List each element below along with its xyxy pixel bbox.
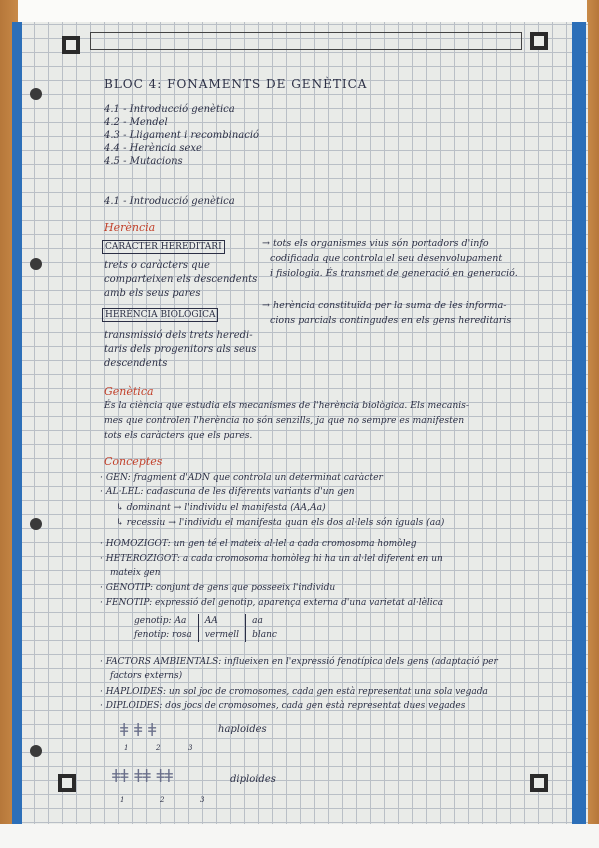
table-row: [128, 614, 283, 628]
herencia-heading: Herència: [104, 221, 156, 234]
sheet-right-margin-band: [572, 22, 586, 824]
page-title: BLOC 4: FONAMENTS DE GENÈTICA: [104, 77, 368, 91]
concept-line: · GENOTIP: conjunt de gens que posseeix l'individu: [100, 583, 336, 593]
chromosome-number: 3: [200, 796, 205, 804]
genetica-text-line: tots els caràcters que els pares.: [104, 430, 253, 441]
table-cell: aa: [246, 614, 283, 628]
corner-marker-icon: [58, 774, 76, 792]
biologica-definition-line: transmissió dels trets heredi-: [104, 330, 253, 341]
caracter-definition-line: trets o caràcters que: [104, 260, 210, 271]
concept-line: · GEN: fragment d'ADN que controla un determinat caràcter: [100, 472, 383, 483]
binder-hole: [30, 518, 42, 530]
desk-background-bottom: [0, 824, 599, 848]
concept-line: · HETEROZIGOT: a cada cromosoma homòleg hi ha un al·lel diferent en un: [100, 554, 443, 564]
desk-background-right: [587, 0, 599, 848]
table-cell: vermell: [198, 628, 245, 642]
caracter-definition-line: amb els seus pares: [104, 288, 201, 299]
index-item: 4.4 - Herència sexe: [104, 143, 202, 154]
caracter-note-line: → tots els organismes vius són portadors d'info: [262, 238, 489, 249]
desk-background-top: [0, 0, 599, 22]
concept-line: factors externs): [110, 671, 183, 681]
table-cell: fenotip: rosa: [134, 630, 192, 640]
index-item: 4.5 - Mutacions: [104, 156, 183, 167]
genetica-heading: Genètica: [104, 385, 154, 398]
index-item: 4.1 - Introducció genètica: [104, 104, 235, 115]
genetica-text-line: mes que controlen l'herència no són senzills, ja que no sempre es manifesten: [104, 415, 465, 426]
binder-hole: [30, 88, 42, 100]
biologica-definition-line: taris dels progenitors als seus: [104, 344, 257, 355]
herencia-biologica-box: HERÈNCIA BIOLÒGICA: [102, 308, 218, 322]
concept-line: · FACTORS AMBIENTALS: influeixen en l'expressió fenotípica dels gens (adaptació per: [100, 657, 498, 667]
chromosome-number: 2: [160, 796, 165, 804]
table-row: [128, 628, 283, 642]
caracter-note-line: i fisiologia. És transmet de generació en generació.: [270, 268, 518, 279]
caracter-hereditari-box: CARÀCTER HEREDITARI: [102, 240, 225, 254]
diploides-label: diploides: [230, 774, 276, 785]
concept-line: ↳ dominant → l'individu el manifesta (AA,Aa): [116, 502, 326, 513]
genetica-text-line: És la ciència que estudia els mecanismes de l'herència biològica. Els mecanis-: [104, 400, 469, 411]
corner-marker-icon: [530, 32, 548, 50]
table-cell: blanc: [246, 628, 283, 642]
haploides-label: haploides: [218, 724, 267, 735]
sheet-left-margin-band: [12, 22, 22, 824]
header-field-box: [90, 32, 522, 50]
caracter-note-line: codificada que controla el seu desenvolupament: [270, 253, 503, 264]
index-item: 4.3 - Lligament i recombinació: [104, 130, 260, 141]
chromosome-number: 3: [188, 744, 193, 752]
genotype-phenotype-table: [128, 614, 283, 642]
concept-line: · HOMOZIGOT: un gen té el mateix al·lel a cada cromosoma homòleg: [100, 539, 417, 549]
corner-marker-icon: [62, 36, 80, 54]
table-cell: genotip: Aa: [134, 616, 187, 626]
biologica-note-line: → herència constituïda per la suma de les informa-: [262, 300, 507, 311]
chromosome-drawing-icon: ǂ ǂ ǂ: [120, 720, 157, 741]
index-item: 4.2 - Mendel: [104, 117, 168, 128]
concept-line: ↳ recessiu → l'individu el manifesta quan els dos al·lels són iguals (aa): [116, 517, 445, 528]
concept-line: · AL·LEL: cadascuna de les diferents variants d'un gen: [100, 486, 355, 497]
chromosome-number: 1: [120, 796, 125, 804]
corner-marker-icon: [530, 774, 548, 792]
concept-line: · FENOTIP: expressió del genotip, aparença externa d'una varietat al·lèlica: [100, 598, 444, 608]
chromosome-number: 1: [124, 744, 129, 752]
binder-hole: [30, 258, 42, 270]
table-cell: AA: [198, 614, 245, 628]
binder-hole: [30, 745, 42, 757]
section-heading: 4.1 - Introducció genètica: [104, 196, 235, 207]
conceptes-heading: Conceptes: [104, 455, 163, 468]
biologica-definition-line: descendents: [104, 358, 168, 369]
concept-line: · HAPLOIDES: un sol joc de cromosomes, cada gen està representat una sola vegada: [100, 687, 488, 697]
concept-line: mateix gen: [110, 568, 161, 578]
caracter-definition-line: comparteixen els descendents: [104, 274, 258, 285]
concept-line: · DIPLOIDES: dos jocs de cromosomes, cada gen està representat dues vegades: [100, 701, 466, 711]
chromosome-number: 2: [156, 744, 161, 752]
chromosome-drawing-icon: ǂǂ ǂǂ ǂǂ: [112, 766, 174, 787]
biologica-note-line: cions parcials contingudes en els gens hereditaris: [270, 315, 512, 326]
